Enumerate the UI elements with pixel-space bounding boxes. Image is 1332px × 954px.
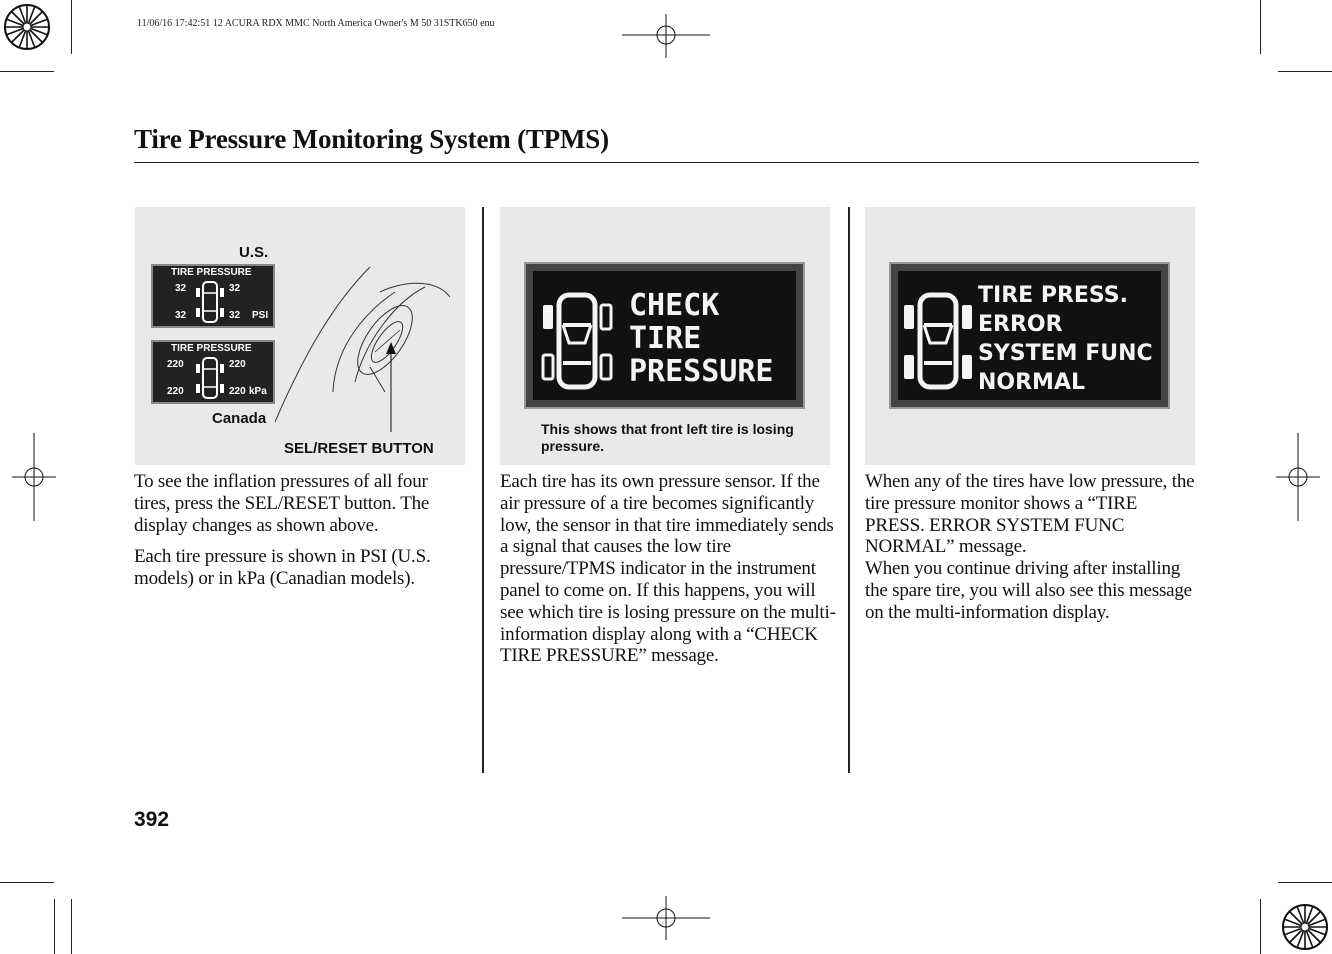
- us-tire-pressure-display: [151, 264, 275, 328]
- column-1-text: [134, 471, 464, 600]
- car-outline-icon: [195, 280, 225, 324]
- registration-target-icon: [622, 14, 710, 58]
- paragraph: Each tire has its own pressure sensor. If the air pressure of a tire becomes significantly low, the sensor in that tire immediately sends a signal that causes the low tire pressure/TPMS indicator in the instrument panel to come on. If this happens, you will see which tire is losing pressure on the multi-information display along with a “CHECK TIRE PRESSURE” message.: [500, 471, 836, 667]
- registration-rosette-icon: [0, 0, 54, 54]
- column-divider: [482, 207, 484, 773]
- car-outline-icon: [195, 356, 225, 400]
- us-rear-right-value: 32: [229, 310, 241, 321]
- lcd-line: TIRE PRESS.: [978, 283, 1128, 308]
- car-front-left-low-icon: [541, 291, 613, 391]
- canada-rear-left-value: 220: [167, 386, 184, 397]
- check-tire-pressure-display: [524, 262, 805, 409]
- canada-display-heading: TIRE PRESSURE: [171, 343, 252, 354]
- us-front-left-value: 32: [175, 283, 187, 294]
- figure-tpms-displays: [135, 207, 465, 465]
- lcd-line: PRESSURE: [629, 354, 774, 389]
- registration-target-icon: [622, 896, 710, 940]
- canada-front-left-value: 220: [167, 359, 184, 370]
- page-number: 392: [134, 808, 170, 831]
- us-front-right-value: 32: [229, 283, 241, 294]
- title-rule: [134, 162, 1199, 163]
- lcd-line: SYSTEM FUNC: [978, 341, 1153, 366]
- canada-tire-pressure-display: [151, 340, 275, 404]
- us-unit: PSI: [252, 310, 269, 321]
- registration-target-icon: [1276, 433, 1320, 521]
- paragraph: When any of the tires have low pressure, the tire pressure monitor shows a “TIRE PRESS. ERROR SYSTEM FUNC NORMAL” message.: [865, 471, 1195, 558]
- tire-press-error-message: [978, 281, 1153, 397]
- lcd-line: CHECK: [629, 288, 720, 323]
- column-2-text: [500, 471, 836, 677]
- figure2-caption: This shows that front left tire is losing pressure.: [541, 421, 794, 454]
- sel-reset-button-label: SEL/RESET BUTTON: [284, 440, 434, 457]
- us-display-heading: TIRE PRESSURE: [171, 267, 252, 278]
- paragraph: Each tire pressure is shown in PSI (U.S. models) or in kPa (Canadian models).: [134, 546, 431, 590]
- column-3-text: [865, 471, 1195, 634]
- lcd-line: ERROR: [978, 312, 1063, 337]
- canada-front-right-value: 220: [229, 359, 246, 370]
- lcd-line: NORMAL: [978, 370, 1085, 395]
- figure-check-tire-pressure: [500, 207, 830, 465]
- paragraph: To see the inflation pressures of all four tires, press the SEL/RESET button. The display changes as shown above.: [134, 471, 430, 536]
- us-label: U.S.: [239, 244, 269, 261]
- page-title: Tire Pressure Monitoring System (TPMS): [134, 124, 609, 154]
- figure-tire-press-error: [865, 207, 1195, 465]
- canada-unit: kPa: [249, 386, 267, 397]
- lcd-line: TIRE: [629, 321, 702, 356]
- paragraph: When you continue driving after installing the spare tire, you will also see this message on the multi-information display.: [865, 558, 1192, 623]
- registration-rosette-icon: [1278, 900, 1332, 954]
- column-divider: [848, 207, 850, 773]
- canada-label: Canada: [212, 410, 267, 427]
- print-header: 11/06/16 17:42:51 12 ACURA RDX MMC North America Owner's M 50 31STK650 enu: [137, 18, 495, 29]
- us-rear-left-value: 32: [175, 310, 187, 321]
- tire-press-error-display: [889, 262, 1170, 409]
- canada-rear-right-value: 220: [229, 386, 246, 397]
- car-outline-icon: [902, 291, 974, 391]
- check-tire-pressure-message: [629, 289, 774, 388]
- registration-target-icon: [12, 433, 56, 521]
- steering-wheel-illustration: [275, 262, 455, 432]
